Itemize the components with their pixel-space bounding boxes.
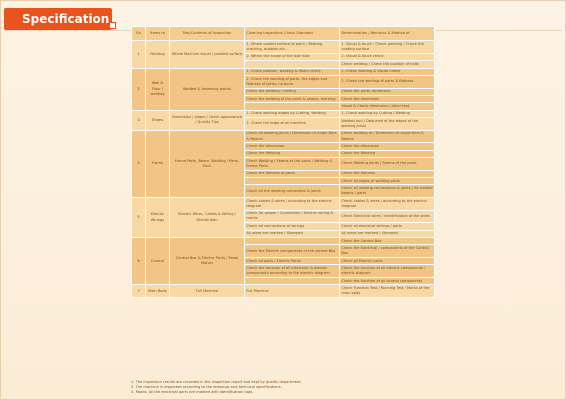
- table-row: [132, 238, 435, 245]
- requirement-cell: Check all parts / Electric Panel: [245, 258, 340, 265]
- method-cell: Check the function of all control components: [340, 277, 435, 284]
- table-header-row: [132, 27, 435, 41]
- requirement-cell: Check the dimension: [245, 143, 340, 150]
- requirement-cell: Check the Electric components of the control Box: [245, 245, 340, 258]
- method-cell: Check all welding connections & joints / All welded beams / parts: [340, 185, 435, 198]
- footnotes: [131, 380, 451, 394]
- spec-no-cell: 5: [132, 198, 146, 238]
- spec-item-cell: Wall & Floor / welding: [146, 68, 170, 110]
- method-cell: Check the Control Box: [340, 238, 435, 245]
- header-item: Items to: [146, 27, 170, 41]
- method-cell: Check the parts, dimension: [340, 88, 435, 95]
- spec-range-cell: Full Machine: [170, 285, 245, 298]
- method-cell: Check Electrical wires / Identification of the wires: [340, 210, 435, 223]
- spec-no-cell: 6: [132, 238, 146, 285]
- method-cell: Check cables & wires / according to the electric diagram: [340, 198, 435, 211]
- spec-item-cell: Main Body: [146, 285, 170, 298]
- footnote: 3. Marks: All the electrical parts are marked with identification tags.: [131, 389, 254, 394]
- table-row: [132, 68, 435, 75]
- tab-corner-decoration: [109, 22, 116, 29]
- requirement-cell: 2. Within the scope of the bolt hole: [245, 53, 340, 60]
- method-cell: Check Welding joints / Seams of the parts: [340, 158, 435, 171]
- method-cell: Check Function Test / Running Test / Marks of the main body: [340, 285, 435, 298]
- requirement-cell: [245, 238, 340, 245]
- table-row: [132, 41, 435, 54]
- requirement-cell: 2. Check the edge of all machine: [245, 118, 340, 131]
- requirement-cell: [245, 277, 340, 284]
- spec-item-cell: Electric Wirings: [146, 198, 170, 238]
- method-cell: Check the dimension: [340, 143, 435, 150]
- requirement-cell: Check the flatness of parts: [245, 170, 340, 177]
- method-cell: Check welding / Check the position of bolts: [340, 61, 435, 68]
- header-range: Test/Contents of Inspection: [170, 27, 245, 41]
- footnote: 2. The machine is inspected according to the drawings and technical specifications.: [131, 384, 282, 389]
- section-title: Specification: [22, 12, 110, 26]
- header-method: Determination / Remarks & Method of: [340, 27, 435, 41]
- method-cell: Check all electrical wirings / parts: [340, 223, 435, 230]
- footnote: 1. The inspection results are recorded in the inspection report and kept by quality department.: [131, 380, 302, 384]
- spec-no-cell: 2: [132, 68, 146, 110]
- spec-range-cell: Welded & Assembly points: [170, 68, 245, 110]
- spec-no-cell: 7: [132, 285, 146, 298]
- method-cell: Check the function of all electric components / electric diagram: [340, 265, 435, 278]
- spec-no-cell: 1: [132, 41, 146, 68]
- method-cell: Visual & Check dimension / other test: [340, 103, 435, 110]
- table-row: [132, 130, 435, 143]
- method-cell: 2. Visual & touch check: [340, 53, 435, 60]
- method-cell: Welded and / Deburred of the edges of the welding joints: [340, 118, 435, 131]
- method-cell: Check all edges of welding parts: [340, 178, 435, 185]
- spec-range-cell: Frame Parts, Beam, Welding / Parts, Ears: [170, 130, 245, 197]
- requirement-cell: Check for proper / Connection / Electric wiring & marks: [245, 210, 340, 223]
- method-cell: 1. Check welding by Cutting / Welding: [340, 110, 435, 117]
- requirement-cell: [245, 61, 340, 68]
- requirement-cell: Check the welding of the parts & seams, marking: [245, 95, 340, 102]
- spec-range-cell: Electric Wires, Cables & Wiring / Distribution: [170, 198, 245, 238]
- method-cell: All wires are marked / Stamped: [340, 230, 435, 237]
- method-cell: Check all Electric parts: [340, 258, 435, 265]
- method-cell: Check welding of / Dimension of Angle Bars & Beams: [340, 130, 435, 143]
- section-title-tab: [4, 8, 112, 30]
- method-cell: Check the dimension: [340, 95, 435, 102]
- method-cell: Check the flatness: [340, 170, 435, 177]
- header-no: S/n: [132, 27, 146, 41]
- requirement-cell: Check the welding / cutting: [245, 88, 340, 95]
- requirement-cell: Check the Welding: [245, 150, 340, 157]
- requirement-cell: Check all welding joints / Dimension of Angle Bars & Beams: [245, 130, 340, 143]
- spec-range-cell: Control Box & Electric Parts / Panel Motors: [170, 238, 245, 285]
- method-cell: 1. Check welding & Visual Check: [340, 68, 435, 75]
- requirement-cell: 2. Check the welding of parts, the edges and flatness of joints, no burrs: [245, 75, 340, 88]
- method-cell: 1. Visual & touch : Check painting / Check the coating surface: [340, 41, 435, 54]
- requirement-cell: Check the function of all electronic & electric components according to the electric diagram: [245, 265, 340, 278]
- requirement-cell: 1. Whole coated surface of paint / Beating, cracking, bubbles etc...: [245, 41, 340, 54]
- requirement-cell: 1. Check welding edges by Cutting, Welding: [245, 110, 340, 117]
- method-cell: 2. Check the welding of parts & flatness: [340, 75, 435, 88]
- table-row: [132, 285, 435, 298]
- spec-item-cell: Control: [146, 238, 170, 285]
- requirement-cell: Check Welding / Seams of the parts / Welding & Frame Parts: [245, 158, 340, 171]
- requirement-cell: [245, 178, 340, 185]
- spec-no-cell: 4: [132, 130, 146, 197]
- spec-range-cell: Whole Machine visual / painted surface: [170, 41, 245, 68]
- requirement-cell: Full Machine: [245, 285, 340, 298]
- requirement-cell: 1. Check position, welding & Seam check: [245, 68, 340, 75]
- spec-no-cell: 3: [132, 110, 146, 130]
- requirement-cell: All wires are marked / Stamped: [245, 230, 340, 237]
- spec-item-cell: Painting: [146, 41, 170, 68]
- requirement-cell: Check all connections of wirings: [245, 223, 340, 230]
- table-row: [132, 110, 435, 117]
- method-cell: Check the Electrical / components of the Control Box: [340, 245, 435, 258]
- table-row: [132, 198, 435, 211]
- specification-table: [131, 26, 435, 298]
- spec-item-cell: Frame: [146, 130, 170, 197]
- spec-range-cell: Dimension / edges / check appearance / Quality Tips: [170, 110, 245, 130]
- spec-item-cell: Edges: [146, 110, 170, 130]
- method-cell: Check the Welding: [340, 150, 435, 157]
- table-body: [132, 41, 435, 298]
- requirement-cell: [245, 103, 340, 110]
- requirement-cell: Check all the welding connection & joints: [245, 185, 340, 198]
- requirement-cell: Check cables & wires / according to the electric diagram: [245, 198, 340, 211]
- header-requirement: Cleaning Inspection/ Check Standard: [245, 27, 340, 41]
